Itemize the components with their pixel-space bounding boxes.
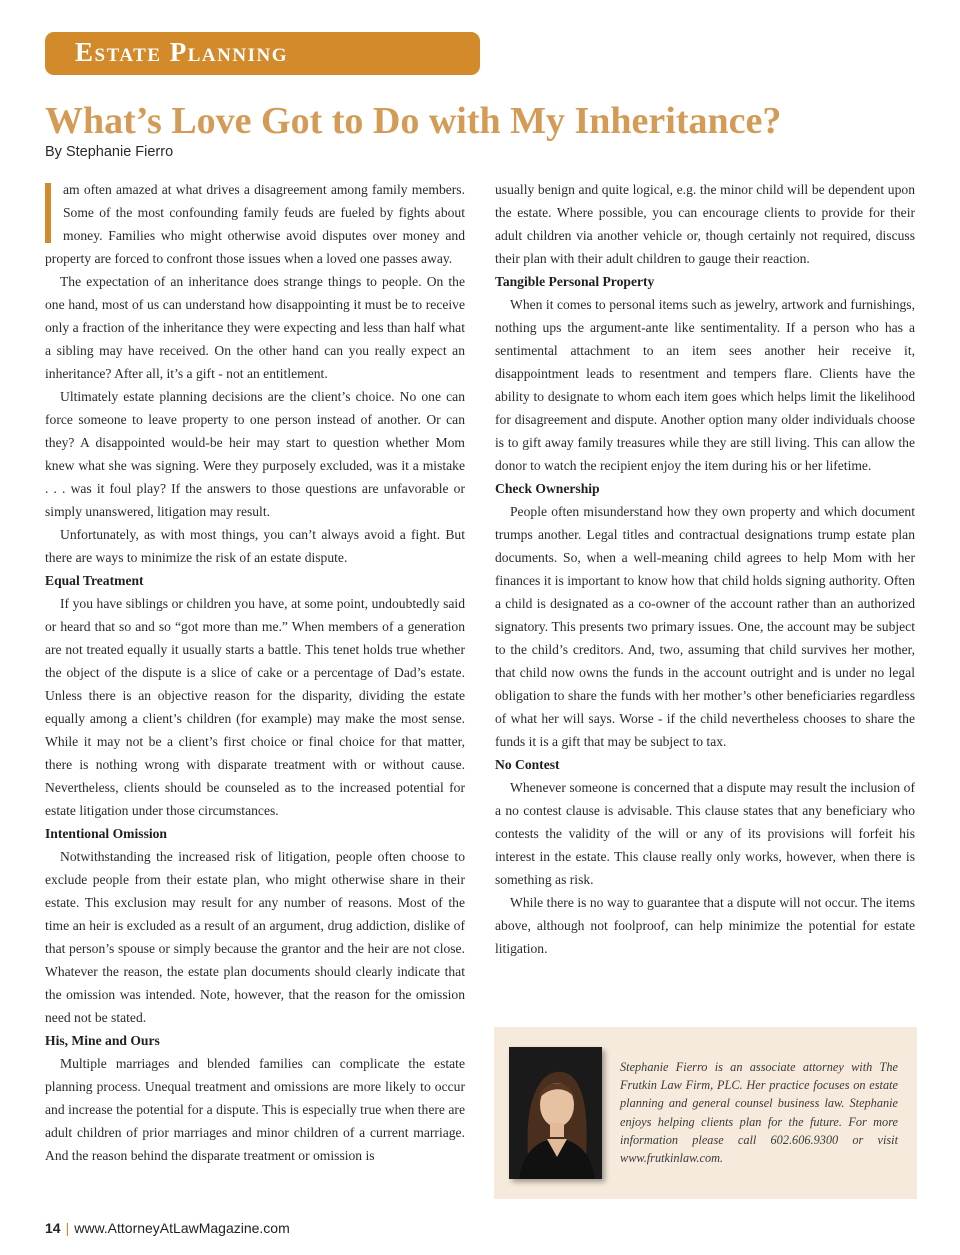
page-number: 14	[45, 1220, 61, 1236]
section-banner	[45, 32, 480, 75]
drop-cap	[45, 183, 51, 243]
paragraph: The expectation of an inheritance does strange things to people. On the one hand, most of us can understand how disappointing it must be to receive only a fraction of the inheritance they were expecting and less than half what a sibling may have received. On the other hand can you really expect an inheritance? After all, it’s a gift - not an entitlement.	[45, 274, 465, 381]
section-heading: Intentional Omission	[45, 826, 167, 841]
paragraph: Unfortunately, as with most things, you can’t always avoid a fight. But there are ways to minimize the risk of an estate dispute.	[45, 527, 465, 565]
paragraph: Multiple marriages and blended families can complicate the estate planning process. Unequal treatment and omissions are more likely to occur and increase the potential for a dispute. This is especially true when there are adult children of prior marriages and minor children of a current marriage. And the reason behind the disparate treatment or omission is	[45, 1056, 465, 1163]
author-photo	[509, 1047, 602, 1179]
paragraph: usually benign and quite logical, e.g. the minor child will be dependent upon the estate. Where possible, you can encourage clients to provide for their adult children via another vehicle or, though certainly not required, discuss their plan with their adult children to gauge their reaction.	[495, 182, 915, 266]
footer-website-link[interactable]: www.AttorneyAtLawMagazine.com	[74, 1220, 290, 1236]
paragraph: When it comes to personal items such as jewelry, artwork and furnishings, nothing ups the argument-ante like sentimentality. If a person who has a sentimental attachment to an item sees another heir receive it, disappointment leads to resentment and tempers flare. Clients have the ability to designate to whom each item goes which helps limit the likelihood for disagreement and dispute. Another option many older individuals choose is to gift away family treasures while they are still living. This can allow the donor to watch the recipient enjoy the item during his or her lifetime.	[495, 297, 915, 473]
section-label: Estate Planning	[75, 37, 288, 67]
section-heading: No Contest	[495, 757, 560, 772]
footer-separator: |	[65, 1220, 70, 1236]
author-portrait-image	[509, 1047, 602, 1179]
section-heading: Tangible Personal Property	[495, 274, 655, 289]
page-footer	[45, 1220, 290, 1236]
right-column	[495, 178, 915, 960]
left-column	[45, 178, 465, 1167]
paragraph: While there is no way to guarantee that a dispute will not occur. The items above, although not foolproof, can help minimize the potential for estate litigation.	[495, 895, 915, 956]
paragraph: If you have siblings or children you have, at some point, undoubtedly said or heard that so and so “got more than me.” When members of a generation are not treated equally it usually starts a battle. This tenet holds true whether the object of the dispute is a slice of cake or a percentage of Dad’s estate. Unless there is an objective reason for the disparity, dividing the estate equally among a client’s children (for example) may make the most sense. While it may not be a client’s first choice or final choice for that matter, there is nothing wrong with disparate treatment with or without cause. Nevertheless, clients should be counseled as to the increased potential for estate litigation under those circumstances.	[45, 596, 465, 818]
section-heading: Equal Treatment	[45, 573, 144, 588]
paragraph: Whenever someone is concerned that a dispute may result the inclusion of a no contest clause is advisable. This clause states that any beneficiary who contests the validity of the will or any of its provisions will forfeit his interest in the estate. This clause really only works, however, when there is something as risk.	[495, 780, 915, 887]
paragraph-text: am often amazed at what drives a disagreement among family members. Some of the most confounding family feuds are fueled by fights about money. Families who might otherwise avoid disputes over money and property are forced to confront those issues when a loved one passes away.	[45, 182, 465, 266]
paragraph: Ultimately estate planning decisions are the client’s choice. No one can force someone to leave property to one person instead of another. Or can they? A disappointed would-be heir may start to question whether Mom knew what she was signing. Were they purposely excluded, was it a mistake . . . was it foul play? If the answers to those questions are unfavorable or simply unanswered, litigation may result.	[45, 389, 465, 519]
author-bio-text: Stephanie Fierro is an associate attorney with The Frutkin Law Firm, PLC. Her practice focuses on estate planning and general counsel business law. Stephanie enjoys helping clients plan for the future. For more information please call 602.606.9300 or visit www.frutkinlaw.com.	[620, 1060, 898, 1166]
section-heading: His, Mine and Ours	[45, 1033, 160, 1048]
paragraph: Notwithstanding the increased risk of litigation, people often choose to exclude people from their estate plan, who might otherwise share in their estate. This exclusion may result for any number of reasons. Most of the time an heir is excluded as a result of an argument, drug addiction, dislike of that person’s spouse or simply because the grantor and the heir are not close. Whatever the reason, the estate plan documents should clearly indicate that the omission was intended. Note, however, that the reason for the omission need not be stated.	[45, 849, 465, 1025]
section-heading: Check Ownership	[495, 481, 600, 496]
paragraph: People often misunderstand how they own property and which document trumps another. Legal titles and contractual designations trump estate plan documents. So, when a well-meaning child agrees to help Mom with her finances it is important to know how that child holds signing authority. Often a child is designated as a co-owner of the account rather than an authorized signatory. This presents two primary issues. One, the account may be subject to the child’s creditors. And, two, assuming that child survives her mother, that child now owns the funds in the account outright and is under no legal obligation to share the funds with her mother’s other beneficiaries regardless of what her will says. Worse - if the child nevertheless chooses to share the funds it is a gift that may be subject to tax.	[495, 504, 915, 749]
paragraph	[45, 178, 465, 270]
article-title: What’s Love Got to Do with My Inheritance?	[45, 100, 782, 142]
byline: By Stephanie Fierro	[45, 144, 174, 160]
author-bio-box	[494, 1027, 917, 1199]
